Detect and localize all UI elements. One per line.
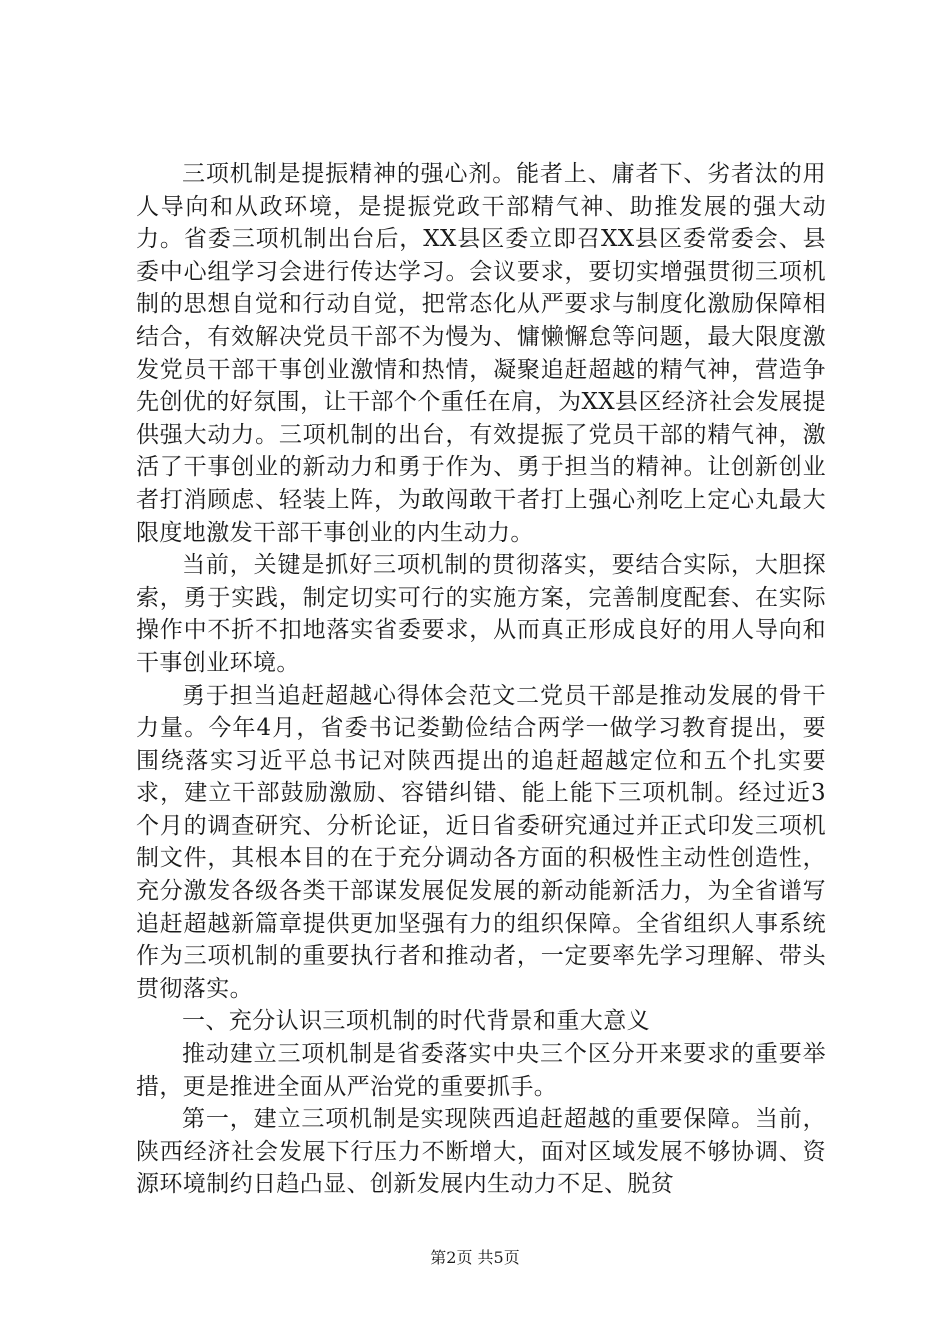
section-heading: 一、充分认识三项机制的时代背景和重大意义 [182, 1008, 650, 1035]
page-footer: 第2页 共5页 [430, 1248, 520, 1267]
paragraph: 第一，建立三项机制是实现陕西追赶超越的重要保障。当前，陕西经济社会发展下行压力不断增大，面对区域发展不够协调、资源环境制约日趋凸显、创新发展内生动力不足、脱贫 [136, 1106, 826, 1198]
paragraph: 当前，关键是抓好三项机制的贯彻落实，要结合实际，大胆探索，勇于实践，制定切实可行的实施方案，完善制度配套、在实际操作中不折不扣地落实省委要求，从而真正形成良好的用人导向和干事创业环境。 [136, 552, 826, 676]
paragraph: 推动建立三项机制是省委落实中央三个区分开来要求的重要举措，更是推进全面从严治党的重要抓手。 [136, 1041, 826, 1100]
document-body [136, 158, 826, 1201]
paragraph: 三项机制是提振精神的强心剂。能者上、庸者下、劣者汰的用人导向和从政环境，是提振党政干部精气神、助推发展的强大动力。省委三项机制出台后，XX县区委立即召XX县区委常委会、县委中心组学习会进行传达学习。会议要求，要切实增强贯彻三项机制的思想自觉和行动自觉，把常态化从严要求与制度化激励保障相结合，有效解决党员干部不为慢为、慵懒懈怠等问题，最大限度激发党员干部干事创业激情和热情，凝聚追赶超越的精气神，营造争先创优的好氛围，让干部个个重任在肩，为XX县区经济社会发展提供强大动力。三项机制的出台，有效提振了党员干部的精气神，激活了干事创业的新动力和勇于作为、勇于担当的精神。让创新创业者打消顾虑、轻装上阵，为敢闯敢干者打上强心剂吃上定心丸最大限度地激发干部干事创业的内生动力。 [136, 161, 826, 546]
paragraph: 勇于担当追赶超越心得体会范文二党员干部是推动发展的骨干力量。今年4月，省委书记娄勤俭结合两学一做学习教育提出，要围绕落实习近平总书记对陕西提出的追赶超越定位和五个扎实要求，建立干部鼓励激励、容错纠错、能上能下三项机制。经过近3个月的调查研究、分析论证，近日省委研究通过并正式印发三项机制文件，其根本目的在于充分调动各方面的积极性主动性创造性，充分激发各级各类干部谋发展促发展的新动能新活力，为全省谱写追赶超越新篇章提供更加坚强有力的组织保障。全省组织人事系统作为三项机制的重要执行者和推动者，一定要率先学习理解、带头贯彻落实。 [136, 682, 826, 1002]
